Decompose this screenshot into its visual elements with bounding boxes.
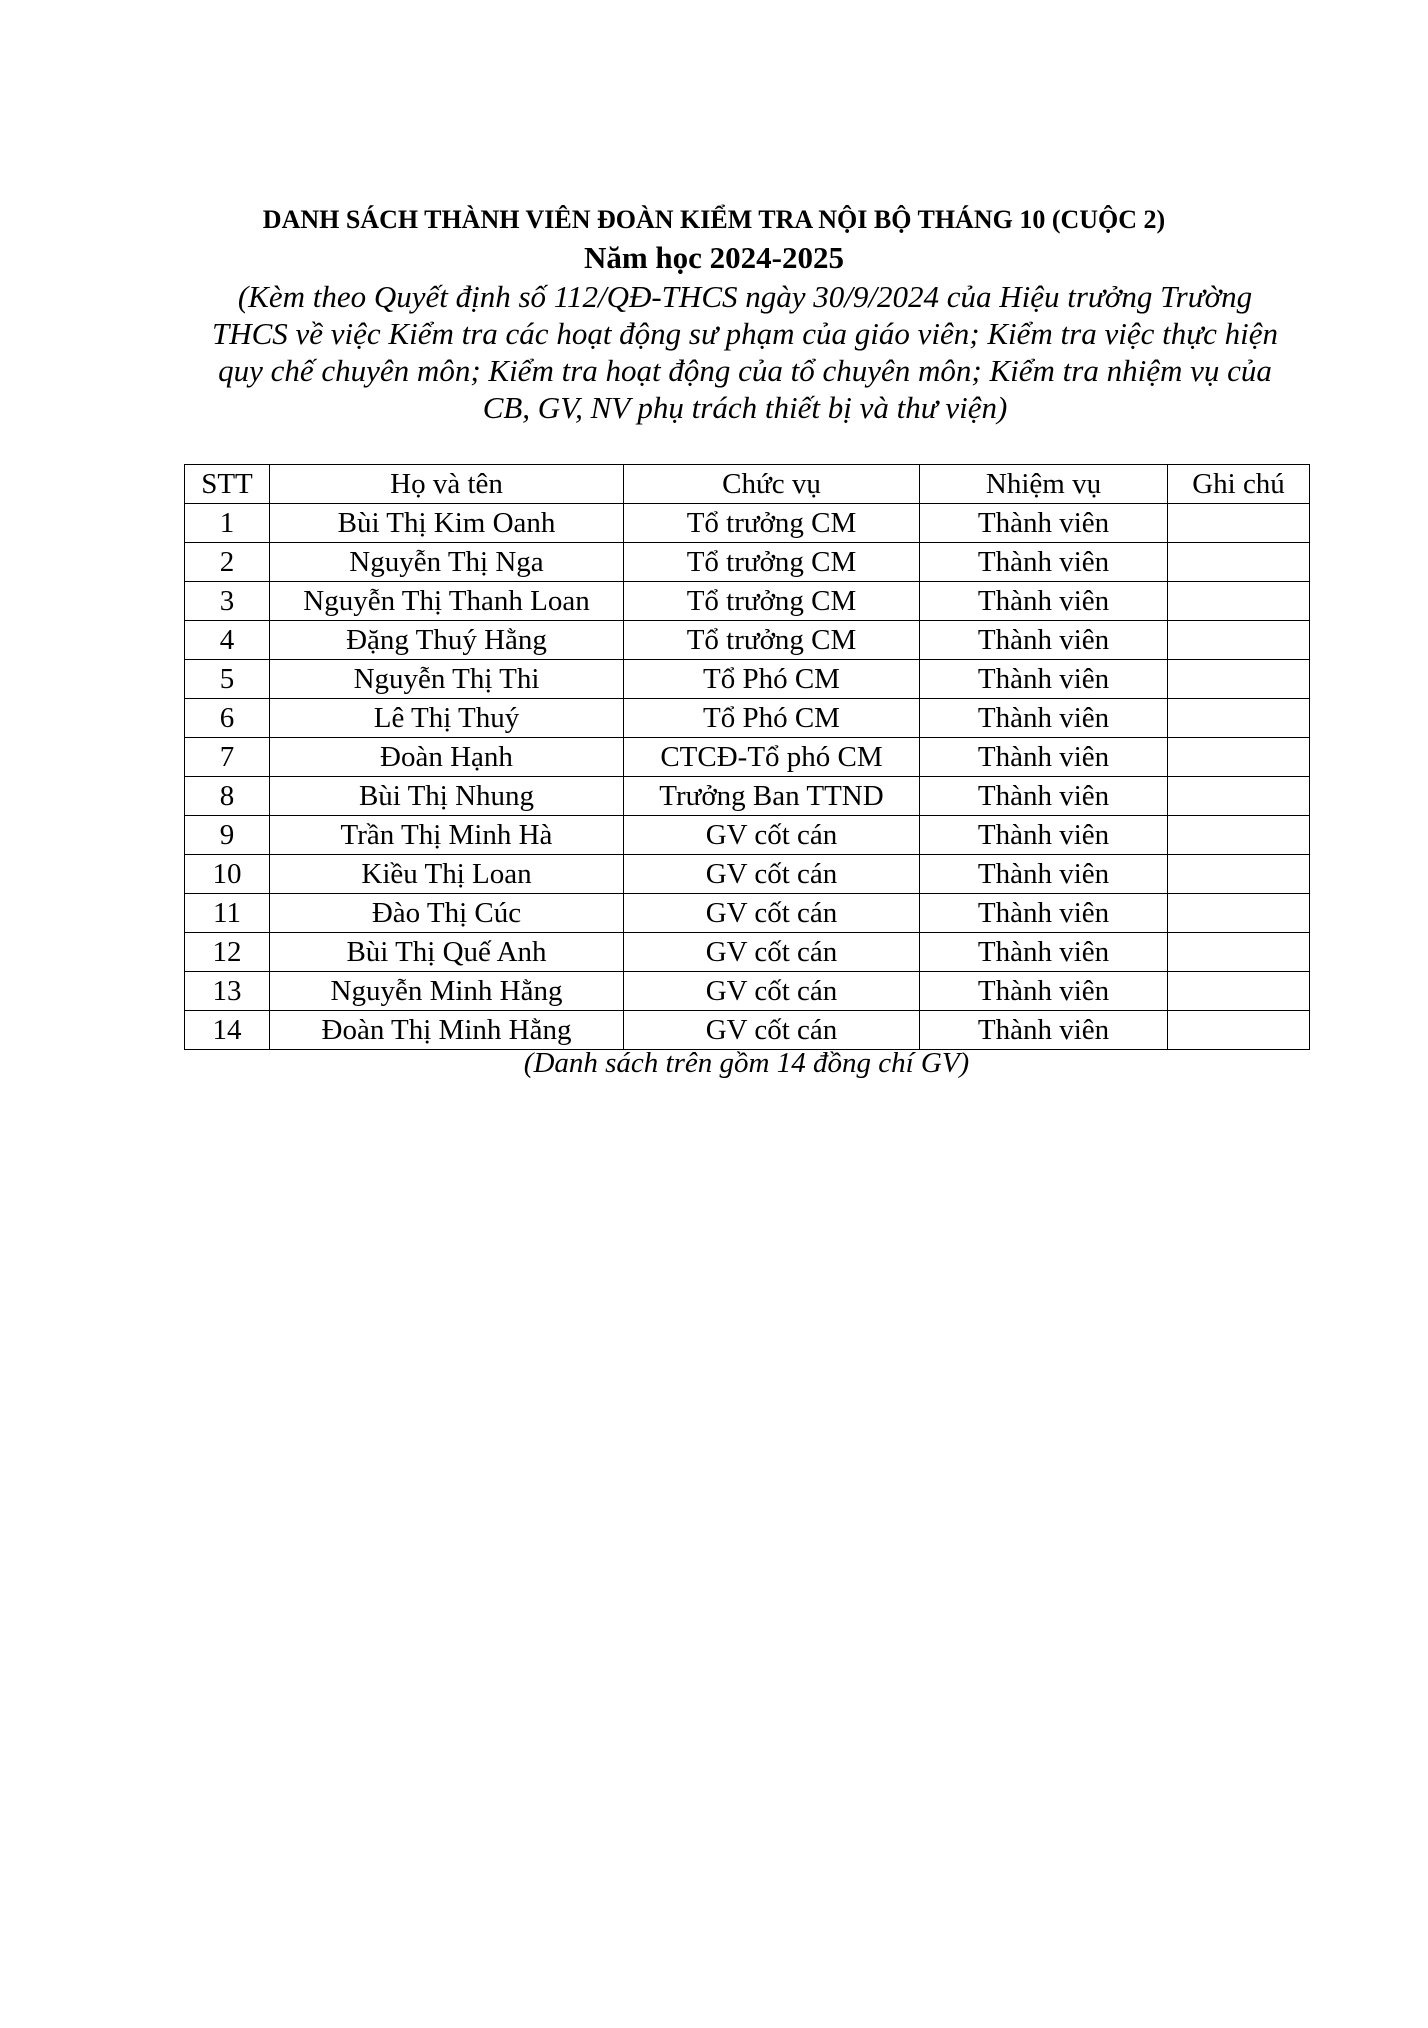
table-body [185,504,1310,1050]
cell-position: GV cốt cán [624,816,920,855]
table-row [185,933,1310,972]
cell-name: Đoàn Thị Minh Hằng [270,1011,624,1050]
cell-duty: Thành viên [920,621,1168,660]
cell-note [1168,933,1310,972]
table-header [185,465,1310,504]
cell-duty: Thành viên [920,933,1168,972]
table-row [185,543,1310,582]
cell-name: Kiều Thị Loan [270,855,624,894]
members-table [184,464,1310,1050]
cell-duty: Thành viên [920,894,1168,933]
table-row [185,699,1310,738]
cell-duty: Thành viên [920,777,1168,816]
cell-name: Bùi Thị Kim Oanh [270,504,624,543]
cell-note [1168,1011,1310,1050]
cell-duty: Thành viên [920,972,1168,1011]
cell-position: GV cốt cán [624,894,920,933]
cell-name: Trần Thị Minh Hà [270,816,624,855]
cell-stt: 8 [185,777,270,816]
cell-stt: 5 [185,660,270,699]
table-row [185,816,1310,855]
cell-name: Nguyễn Thị Thi [270,660,624,699]
cell-position: Tổ trưởng CM [624,543,920,582]
table-row [185,972,1310,1011]
table-row [185,894,1310,933]
cell-name: Nguyễn Minh Hằng [270,972,624,1011]
header-duty: Nhiệm vụ [920,465,1168,504]
cell-stt: 2 [185,543,270,582]
cell-position: GV cốt cán [624,933,920,972]
cell-note [1168,543,1310,582]
table-row [185,855,1310,894]
cell-duty: Thành viên [920,1011,1168,1050]
cell-note [1168,621,1310,660]
cell-stt: 13 [185,972,270,1011]
table-row [185,660,1310,699]
cell-stt: 9 [185,816,270,855]
cell-stt: 4 [185,621,270,660]
table-row [185,582,1310,621]
cell-name: Lê Thị Thuý [270,699,624,738]
cell-duty: Thành viên [920,738,1168,777]
cell-stt: 6 [185,699,270,738]
cell-duty: Thành viên [920,504,1168,543]
cell-note [1168,660,1310,699]
cell-note [1168,699,1310,738]
cell-stt: 7 [185,738,270,777]
cell-note [1168,582,1310,621]
cell-name: Nguyễn Thị Thanh Loan [270,582,624,621]
cell-note [1168,777,1310,816]
cell-duty: Thành viên [920,660,1168,699]
cell-name: Nguyễn Thị Nga [270,543,624,582]
document-title: DANH SÁCH THÀNH VIÊN ĐOÀN KIỂM TRA NỘI BỘ THÁNG 10 (CUỘC 2) [262,205,1166,234]
school-year: Năm học 2024-2025 [583,240,845,275]
cell-stt: 3 [185,582,270,621]
cell-note [1168,855,1310,894]
cell-position: Tổ Phó CM [624,660,920,699]
table-row [185,504,1310,543]
table-row [185,738,1310,777]
cell-stt: 1 [185,504,270,543]
cell-duty: Thành viên [920,816,1168,855]
cell-name: Bùi Thị Nhung [270,777,624,816]
cell-position: Trưởng Ban TTND [624,777,920,816]
cell-name: Đặng Thuý Hằng [270,621,624,660]
table-row [185,621,1310,660]
cell-name: Đoàn Hạnh [270,738,624,777]
header-position: Chức vụ [624,465,920,504]
cell-position: CTCĐ-Tổ phó CM [624,738,920,777]
table-row [185,777,1310,816]
cell-note [1168,816,1310,855]
cell-position: Tổ trưởng CM [624,621,920,660]
cell-stt: 14 [185,1011,270,1050]
cell-position: Tổ Phó CM [624,699,920,738]
cell-duty: Thành viên [920,543,1168,582]
cell-position: GV cốt cán [624,1011,920,1050]
cell-duty: Thành viên [920,582,1168,621]
header-note: Ghi chú [1168,465,1310,504]
cell-name: Đào Thị Cúc [270,894,624,933]
cell-note [1168,972,1310,1011]
cell-stt: 12 [185,933,270,972]
cell-position: GV cốt cán [624,972,920,1011]
table-row [185,1011,1310,1050]
cell-stt: 11 [185,894,270,933]
header-stt: STT [185,465,270,504]
header-name: Họ và tên [270,465,624,504]
cell-note [1168,504,1310,543]
footnote: (Danh sách trên gồm 14 đồng chí GV) [523,1047,970,1079]
header-row [185,465,1310,504]
cell-stt: 10 [185,855,270,894]
cell-name: Bùi Thị Quế Anh [270,933,624,972]
cell-position: GV cốt cán [624,855,920,894]
attachment-note: (Kèm theo Quyết định số 112/QĐ-THCS ngày 30/9/2024 của Hiệu trưởng Trường THCS về việc Kiểm tra các hoạt động sư phạm của giáo viên; Kiểm tra việc thực hiện quy chế chuyên môn; Kiểm tra hoạt động của tổ chuyên môn; Kiểm tra nhiệm vụ của CB, GV, NV phụ trách thiết bị và thư viện) [211,279,1279,425]
cell-position: Tổ trưởng CM [624,504,920,543]
cell-position: Tổ trưởng CM [624,582,920,621]
cell-note [1168,894,1310,933]
cell-duty: Thành viên [920,699,1168,738]
cell-note [1168,738,1310,777]
cell-duty: Thành viên [920,855,1168,894]
